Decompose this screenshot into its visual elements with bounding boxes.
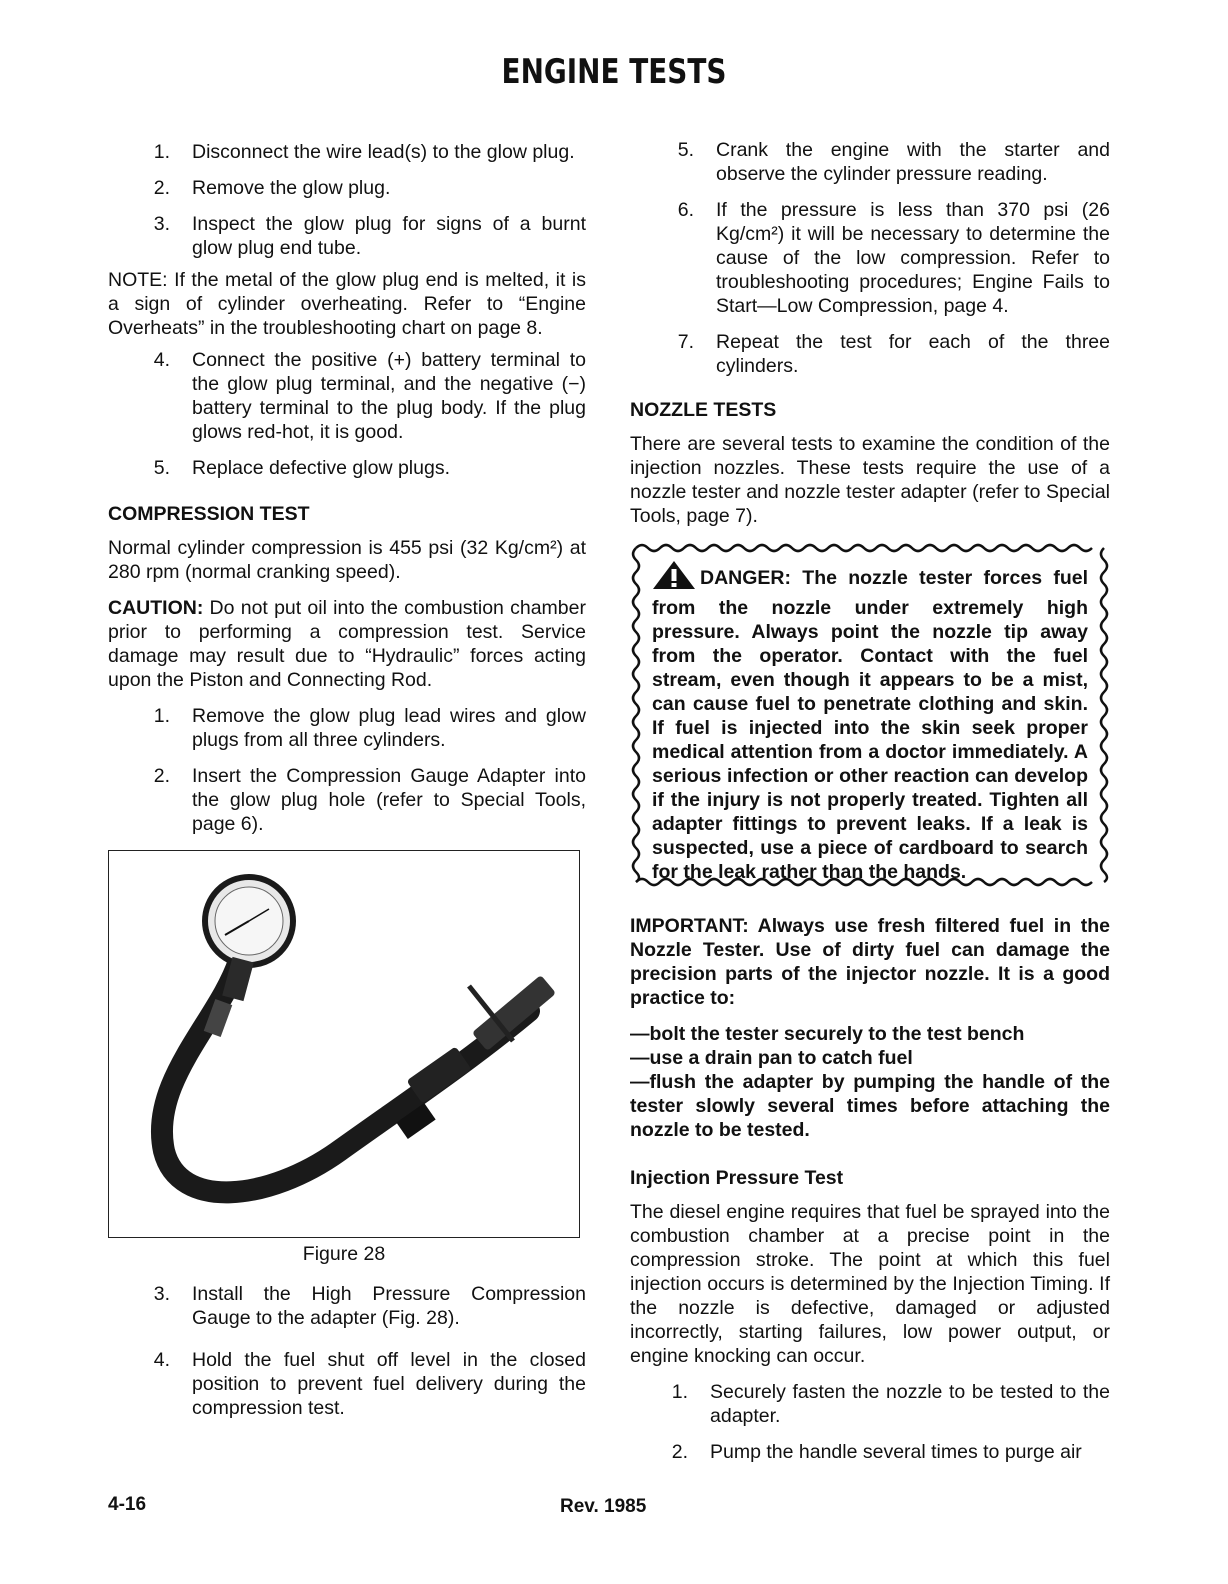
important-note: IMPORTANT: Always use fresh filtered fuel in the Nozzle Tester. Use of dirty fuel can damage the precision parts of the injector nozzle. It is a good practice to:	[630, 915, 1110, 1009]
list-item: —bolt the tester securely to the test bench	[630, 1023, 1025, 1045]
step-text: Crank the engine with the starter and observe the cylinder pressure reading.	[716, 139, 1110, 185]
nozzle-intro: There are several tests to examine the condition of the injection nozzles. These tests require the use of a nozzle tester and nozzle tester adapter (refer to Special Tools, page 7).	[630, 433, 1110, 527]
step-number: 6.	[677, 199, 694, 221]
step-text: Insert the Compression Gauge Adapter into the glow plug hole (refer to Special Tools, page 6).	[192, 765, 586, 835]
list-item	[108, 1282, 586, 1330]
injection-pressure-heading: Injection Pressure Test	[630, 1167, 844, 1189]
list-item	[108, 1348, 586, 1420]
right-column	[630, 138, 1110, 1476]
list-item: —flush the adapter by pumping the handle of the tester slowly several times before attaching the nozzle to be tested.	[630, 1071, 1110, 1141]
step-number: 7.	[677, 331, 694, 353]
list-item	[630, 138, 1110, 186]
compression-steps-list-a	[108, 704, 586, 836]
list-item	[630, 1440, 1110, 1464]
step-number: 2.	[153, 177, 170, 199]
compression-steps-list-c	[630, 138, 1110, 378]
step-number: 1.	[153, 705, 170, 727]
step-number: 5.	[153, 457, 170, 479]
list-item	[108, 140, 586, 164]
danger-text: DANGER: The nozzle tester forces fuel from the nozzle under extremely high pressure. Always point the nozzle tip away from the operator. Contact with the fuel stream, even though it appears to be a mist, can cause fuel to penetrate clothing and skin. If fuel is injected into the skin seek proper medical attention from a doctor immediately. A serious infection or other reaction can develop if the injury is not properly treated. Tighten all adapter fittings to prevent leaks. If a leak is suspected, use a piece of cardboard to search for the leak rather than the hands.	[652, 567, 1088, 883]
glow-steps-list-b	[108, 348, 586, 480]
step-number: 4.	[153, 349, 170, 371]
practice-list	[630, 1022, 1110, 1142]
compression-steps-list-b	[108, 1282, 586, 1420]
list-item	[630, 330, 1110, 378]
step-text: Replace defective glow plugs.	[192, 457, 450, 479]
injection-steps-list	[630, 1380, 1110, 1464]
compression-gauge-illustration	[109, 851, 579, 1237]
page-title: ENGINE TESTS	[501, 52, 727, 92]
step-number: 5.	[677, 139, 694, 161]
list-item	[630, 1380, 1110, 1428]
step-number: 2.	[671, 1441, 688, 1463]
step-text: Securely fasten the nozzle to be tested to the adapter.	[710, 1381, 1110, 1427]
step-number: 3.	[153, 213, 170, 235]
step-text: Inspect the glow plug for signs of a burnt glow plug end tube.	[192, 213, 586, 259]
left-column	[108, 140, 586, 1432]
step-text: Remove the glow plug.	[192, 177, 391, 199]
nozzle-tests-heading: NOZZLE TESTS	[630, 399, 777, 421]
step-text: Pump the handle several times to purge air	[710, 1441, 1082, 1463]
step-number: 1.	[671, 1381, 688, 1403]
step-text: Remove the glow plug lead wires and glow plugs from all three cylinders.	[192, 705, 586, 751]
glow-steps-list-a	[108, 140, 586, 260]
step-number: 2.	[153, 765, 170, 787]
danger-warning-box	[630, 540, 1110, 900]
list-item	[108, 456, 586, 480]
list-item	[108, 348, 586, 444]
list-item	[108, 764, 586, 836]
page-number: 4-16	[108, 1494, 147, 1515]
revision-label: Rev. 1985	[560, 1496, 647, 1517]
warning-triangle-icon	[652, 560, 696, 596]
overheat-note: NOTE: If the metal of the glow plug end is melted, it is a sign of cylinder overheating. Refer to “Engine Overheats” in the troubleshooting chart on page 8.	[108, 269, 586, 339]
caution-label: CAUTION:	[108, 597, 204, 619]
danger-text-block	[652, 560, 1088, 884]
step-text: Repeat the test for each of the three cylinders.	[716, 331, 1110, 377]
step-text: Disconnect the wire lead(s) to the glow plug.	[192, 141, 575, 163]
figure-caption: Figure 28	[302, 1243, 386, 1265]
step-text: If the pressure is less than 370 psi (26 Kg/cm²) it will be necessary to determine the cause of the low compression. Refer to troubleshooting procedures; Engine Fails to Start—Low Compression, page 4.	[716, 199, 1110, 317]
caution-paragraph	[108, 596, 586, 692]
step-number: 4.	[153, 1349, 170, 1371]
injection-intro: The diesel engine requires that fuel be sprayed into the combustion chamber at a precise point in the compression stroke. The point at which this fuel injection occurs is determined by the Injection Timing. If the nozzle is defective, damaged or adjusted incorrectly, starting failures, low power output, or engine knocking can occur.	[630, 1201, 1110, 1367]
compression-intro: Normal cylinder compression is 455 psi (32 Kg/cm²) at 280 rpm (normal cranking speed).	[108, 537, 586, 583]
step-text: Install the High Pressure Compression Gauge to the adapter (Fig. 28).	[192, 1283, 586, 1329]
list-item	[108, 212, 586, 260]
step-number: 1.	[153, 141, 170, 163]
list-item	[108, 176, 586, 200]
list-item: —use a drain pan to catch fuel	[630, 1047, 913, 1069]
figure-28-compression-gauge	[108, 850, 580, 1238]
caution-text: Do not put oil into the combustion chamber prior to performing a compression test. Service damage may result due to “Hydraulic” forces acting upon the Piston and Connecting Rod.	[108, 597, 586, 691]
list-item	[108, 704, 586, 752]
list-item	[630, 198, 1110, 318]
step-number: 3.	[153, 1283, 170, 1305]
step-text: Connect the positive (+) battery terminal to the glow plug terminal, and the negative (−) battery terminal to the plug body. If the plug glows red-hot, it is good.	[192, 349, 586, 443]
compression-test-heading: COMPRESSION TEST	[108, 503, 310, 525]
step-text: Hold the fuel shut off level in the closed position to prevent fuel delivery during the compression test.	[192, 1349, 586, 1419]
